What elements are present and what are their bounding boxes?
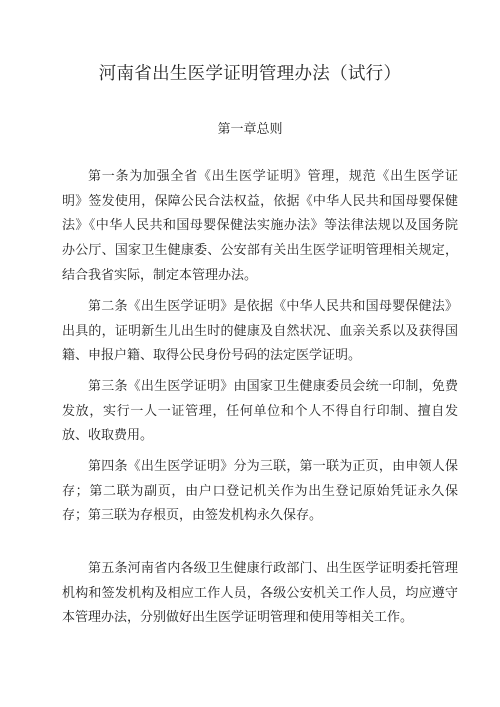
document-title: 河南省出生医学证明管理办法（试行） — [98, 64, 402, 84]
article-2: 第二条《出生医学证明》是依据《中华人民共和国母婴保健法》出具的，证明新生儿出生时的健康及自然状况、血亲关系以及获得国籍、申报户籍、取得公民身份号码的法定医学证明。 — [62, 299, 458, 364]
article-5: 第五条河南省内各级卫生健康行政部门、出生医学证明委托管理机构和签发机构及相应工作人员，各级公安机关工作人员，均应遵守本管理办法，分别做好出生医学证明管理和使用等相关工作。 — [62, 561, 458, 626]
article-4: 第四条《出生医学证明》分为三联，第一联为正页，由申领人保存；第二联为副页，由户口登记机关作为出生登记原始凭证永久保存；第三联为存根页，由签发机构永久保存。 — [62, 459, 458, 524]
chapter-heading: 第一章总则 — [217, 122, 283, 137]
article-1: 第一条为加强全省《出生医学证明》管理，规范《出生医学证明》签发使用，保障公民合法权益，依据《中华人民共和国母婴保健法》《中华人民共和国母婴保健法实施办法》等法律法规以及国务院办公厅、国家卫生健康委、公安部有关出生医学证明管理相关规定，结合我省实际，制定本管理办法。 — [62, 169, 458, 283]
article-3: 第三条《出生医学证明》由国家卫生健康委员会统一印制，免费发放，实行一人一证管理，任何单位和个人不得自行印制、擅自发放、收取费用。 — [62, 379, 458, 444]
